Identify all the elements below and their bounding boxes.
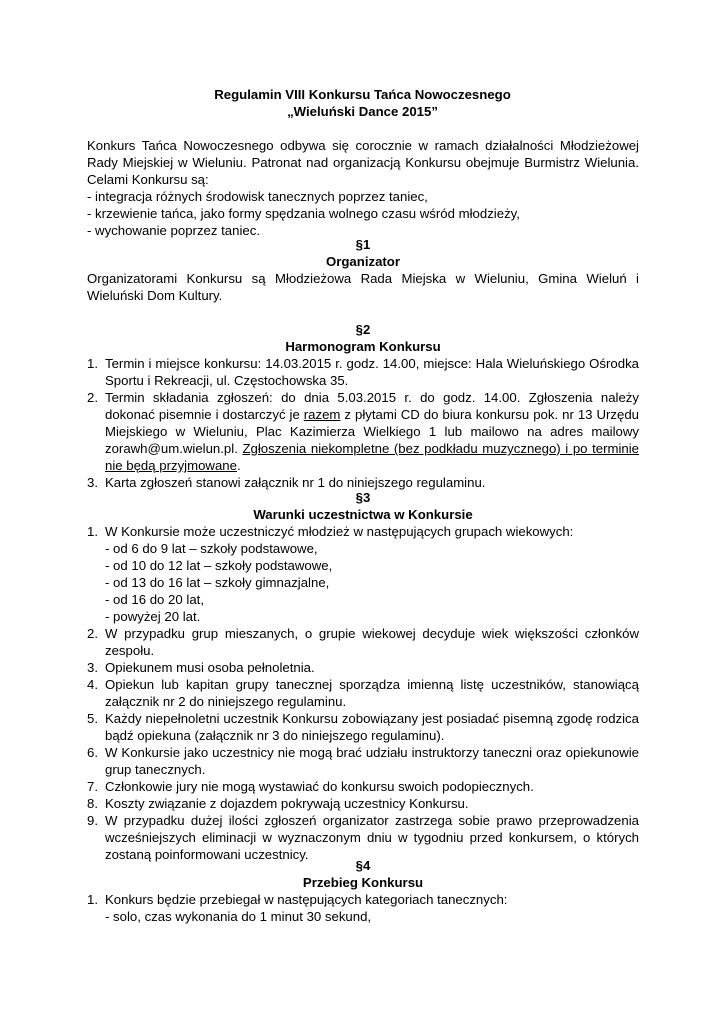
age-group-item: - od 10 do 12 lat – szkoły podstawowe, <box>105 558 333 573</box>
item-number: 2. <box>87 390 98 405</box>
section-4-list <box>87 891 639 925</box>
item-number: 3. <box>87 475 98 490</box>
item-text: W Konkursie może uczestniczyć młodzież w następujących grupach wiekowych: <box>105 524 574 539</box>
section-3-number: §3 <box>355 490 371 505</box>
item-text: Termin i miejsce konkursu: 14.03.2015 r. godz. 14.00, miejsce: Hala Wieluńskiego Ośrodka Sportu i Rekreacji, ul. Częstochowska 35. <box>105 356 639 388</box>
list-item <box>87 389 639 474</box>
list-item <box>87 625 639 659</box>
age-group-item: - od 13 do 16 lat – szkoły gimnazjalne, <box>105 575 330 590</box>
age-group-item: - od 6 do 9 lat – szkoły podstawowe, <box>105 541 318 556</box>
list-item <box>87 744 639 778</box>
item-number: 4. <box>87 677 98 692</box>
item-text-part: . <box>236 458 241 473</box>
item-number: 1. <box>87 524 98 539</box>
item-text: Każdy niepełnoletni uczestnik Konkursu zobowiązany jest posiadać pisemną zgodę rodzica bądź opiekuna (załącznik nr 3 do niniejszego regulaminu). <box>105 711 639 743</box>
item-number: 1. <box>87 892 98 907</box>
item-text: Opiekunem musi osoba pełnoletnia. <box>105 660 315 675</box>
goal-item: - wychowanie poprzez taniec. <box>87 223 260 238</box>
item-text: W Konkursie jako uczestnicy nie mogą brać udziału instruktorzy taneczni oraz opiekunowie grup tanecznych. <box>105 745 639 777</box>
item-text: Członkowie jury nie mogą wystawiać do konkursu swoich podopiecznych. <box>105 779 534 794</box>
section-4-number: §4 <box>355 858 371 873</box>
item-text: Karta zgłoszeń stanowi załącznik nr 1 do niniejszego regulaminu. <box>105 475 486 490</box>
section-2-list <box>87 355 639 491</box>
goal-item: - krzewienie tańca, jako formy spędzania wolnego czasu wśród młodzieży, <box>87 206 520 221</box>
underlined-notice: Zgłoszenia niekompletne (bez podkładu muzycznego) i po terminie nie będą przyjmowane <box>105 441 639 473</box>
list-item <box>87 812 639 863</box>
item-number: 1. <box>87 356 98 371</box>
item-number: 3. <box>87 660 98 675</box>
category-item: - solo, czas wykonania do 1 minut 30 sekund, <box>105 909 372 924</box>
list-item <box>87 523 639 625</box>
item-text: W przypadku dużej ilości zgłoszeń organizator zastrzega sobie prawo przeprowadzenia wcześniejszych eliminacji w wyznaczonym dniu w tygodniu przed konkursem, o których zostaną poinformowani uczestnicy. <box>105 813 639 862</box>
list-item <box>87 795 639 812</box>
item-text: Konkurs będzie przebiegał w następujących kategoriach tanecznych: <box>105 892 508 907</box>
underlined-word: razem <box>303 407 341 422</box>
list-item <box>87 659 639 676</box>
item-number: 7. <box>87 779 98 794</box>
goal-item: - integracja różnych środowisk tanecznych poprzez taniec, <box>87 189 428 204</box>
item-text: Koszty związanie z dojazdem pokrywają uczestnicy Konkursu. <box>105 796 469 811</box>
section-1-title: Organizator <box>325 254 400 269</box>
section-3-title: Warunki uczestnictwa w Konkursie <box>253 507 473 522</box>
age-group-item: - od 16 do 20 lat, <box>105 592 204 607</box>
list-item <box>87 778 639 795</box>
item-number: 8. <box>87 796 98 811</box>
section-1-number: §1 <box>355 237 371 252</box>
intro-paragraph: Konkurs Tańca Nowoczesnego odbywa się corocznie w ramach działalności Młodzieżowej Rady Miejskiej w Wieluniu. Patronat nad organizacją Konkursu obejmuje Burmistrz Wielunia. Celami Konkursu są: <box>87 138 639 187</box>
list-item <box>87 676 639 710</box>
document-title-line1: Regulamin VIII Konkursu Tańca Nowoczesnego <box>214 87 511 102</box>
item-text-part: Termin składania zgłoszeń: do dnia 5.03.2015 r. do godz. 14.00. Zgłoszenia należy dokonać pisemnie i dostarczyć je <box>105 390 639 422</box>
section-2-title: Harmonogram Konkursu <box>285 339 441 354</box>
item-number: 9. <box>87 813 98 828</box>
list-item <box>87 710 639 744</box>
section-3-list <box>87 523 639 863</box>
item-text <box>105 389 639 474</box>
section-2-number: §2 <box>355 322 371 337</box>
item-number: 6. <box>87 745 98 760</box>
intro-section <box>87 137 639 239</box>
section-1-text: Organizatorami Konkursu są Młodzieżowa Rada Miejska w Wieluniu, Gmina Wieluń i Wieluński Dom Kultury. <box>87 271 639 303</box>
item-number: 5. <box>87 711 98 726</box>
list-item <box>87 355 639 389</box>
item-number: 2. <box>87 626 98 641</box>
item-text: W przypadku grup mieszanych, o grupie wiekowej decyduje wiek większości członków zespołu. <box>105 626 639 658</box>
document-title-line2: „Wieluński Dance 2015” <box>287 104 438 119</box>
item-text: Opiekun lub kapitan grupy tanecznej sporządza imienną listę uczestników, stanowiącą załącznik nr 2 do niniejszego regulaminu. <box>105 677 639 709</box>
list-item <box>87 891 639 925</box>
item-text-part: z płytami CD do biura konkursu pok. nr 13 Urzędu Miejskiego w Wieluniu, Plac Kazimierza Wielkiego 1 lub mailowo na adres mailowy zorawh@um.wielun.pl. <box>105 407 639 456</box>
age-group-item: - powyżej 20 lat. <box>105 609 201 624</box>
section-4-title: Przebieg Konkursu <box>302 875 424 890</box>
